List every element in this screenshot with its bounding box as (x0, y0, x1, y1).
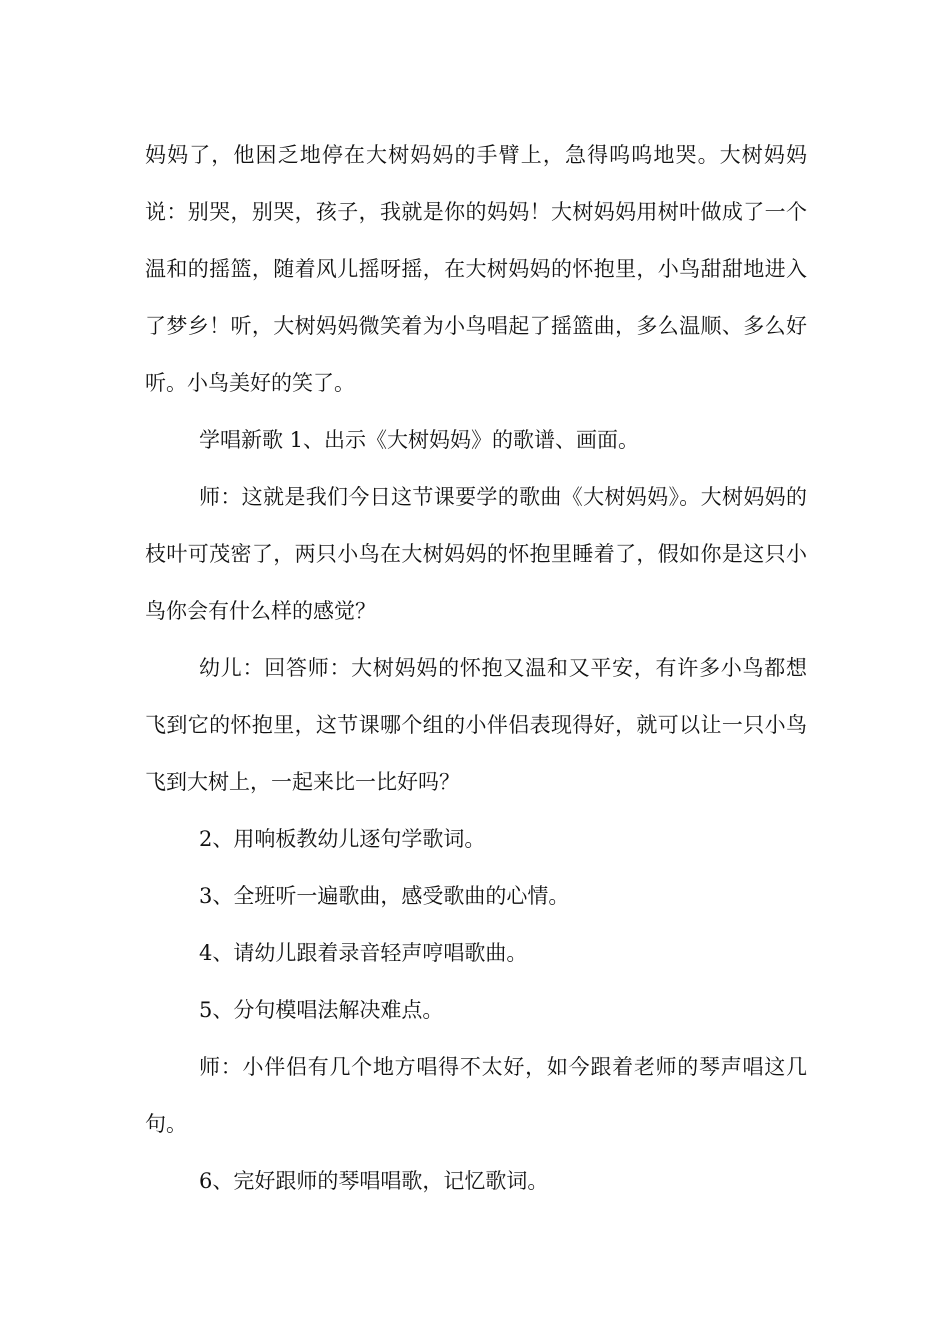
paragraph-step-5: 5、分句模唱法解决难点。 (199, 998, 444, 1022)
paragraph-children-answer: 幼儿：回答师：大树妈妈的怀抱又温和又平安，有许多小鸟都想飞到它的怀抱里，这节课哪个组的小伴侣表现得好，就可以让一只小鸟飞到大树上，一起来比一比好吗？ (145, 656, 807, 794)
paragraph-step-2: 2、用响板教幼儿逐句学歌词。 (199, 827, 486, 851)
paragraph-step-3: 3、全班听一遍歌曲，感受歌曲的心情。 (199, 884, 570, 908)
document-body (145, 127, 807, 1210)
paragraph-learn-new-song: 学唱新歌 1、出示《大树妈妈》的歌谱、画面。 (199, 428, 640, 452)
paragraph-step-6: 6、完好跟师的琴唱唱歌，记忆歌词。 (199, 1169, 549, 1193)
paragraph-continuation: 妈妈了，他困乏地停在大树妈妈的手臂上，急得呜呜地哭。大树妈妈说：别哭，别哭，孩子，我就是你的妈妈！大树妈妈用树叶做成了一个温和的摇篮，随着风儿摇呀摇，在大树妈妈的怀抱里，小鸟甜甜地进入了梦乡！听，大树妈妈微笑着为小鸟唱起了摇篮曲，多么温顺、多么好听。小鸟美好的笑了。 (145, 143, 807, 395)
paragraph-step-4: 4、请幼儿跟着录音轻声哼唱歌曲。 (199, 941, 528, 965)
paragraph-teacher-correction: 师：小伴侣有几个地方唱得不太好，如今跟着老师的琴声唱这几句。 (145, 1055, 807, 1136)
paragraph-teacher-intro: 师：这就是我们今日这节课要学的歌曲《大树妈妈》。大树妈妈的枝叶可茂密了，两只小鸟在大树妈妈的怀抱里睡着了，假如你是这只小鸟你会有什么样的感觉？ (145, 485, 807, 623)
